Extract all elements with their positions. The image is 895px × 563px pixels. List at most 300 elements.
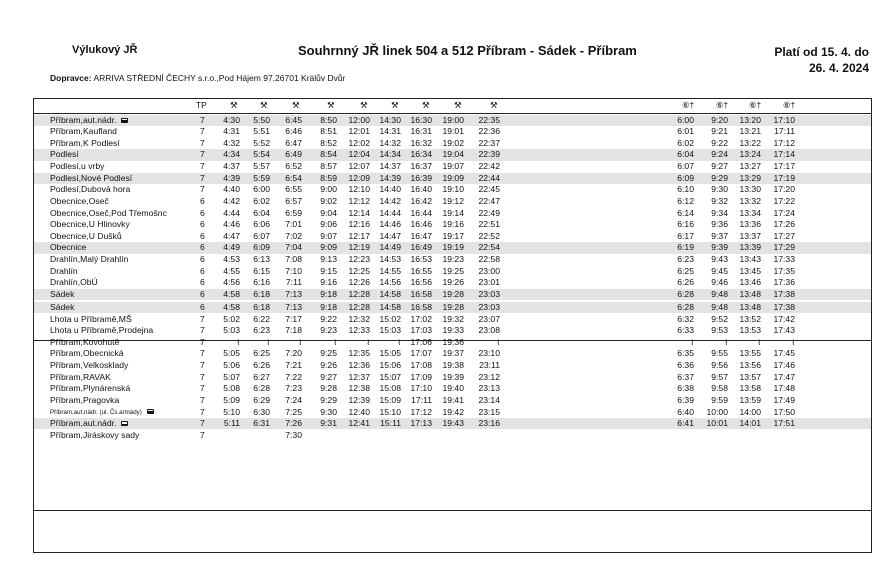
weekend-departure-time: 13:48	[739, 288, 761, 299]
stop-name-text: Drahlín,ObÚ	[50, 277, 98, 288]
departure-time: 16:53	[410, 253, 432, 264]
weekend-departure-time: 9:39	[711, 242, 728, 253]
weekend-departure-time: 13:39	[739, 242, 761, 253]
table-row	[34, 149, 871, 160]
table-row	[34, 314, 871, 325]
weekend-departure-time: ≀	[690, 336, 694, 347]
weekend-departure-time: 17:33	[773, 253, 795, 264]
weekend-departure-time: 9:36	[711, 219, 728, 230]
departure-time: ≀	[236, 336, 240, 347]
departure-time: 4:39	[223, 172, 240, 183]
stop-name-text: Obecnice,U Hlinovky	[50, 219, 130, 230]
stop-name-text: Drahlín	[50, 265, 78, 276]
table-row	[34, 289, 871, 300]
weekend-departure-time: 9:46	[711, 277, 728, 288]
tp-value: 7	[200, 161, 205, 171]
departure-time: 4:37	[223, 161, 240, 171]
table-row	[34, 254, 871, 265]
stop-name	[50, 126, 117, 137]
departure-time: 17:10	[410, 383, 432, 394]
table-row	[34, 266, 871, 277]
departure-time: 19:25	[442, 265, 464, 276]
departure-time: 7:10	[285, 265, 302, 276]
stop-name-text: Podlesí	[50, 149, 79, 160]
stop-name-text: Příbram,K Podlesí	[50, 137, 120, 148]
departure-time: 23:14	[478, 394, 500, 405]
workday-symbol-header: ⚒	[260, 100, 268, 110]
departure-time: 9:16	[320, 277, 337, 288]
stop-name-text: Příbram,Pragovka	[50, 394, 120, 405]
departure-time: 6:30	[253, 406, 270, 417]
tp-value: 7	[200, 383, 205, 394]
tp-value: 7	[200, 348, 205, 359]
departure-time: 17:13	[410, 418, 432, 429]
departure-time: 4:47	[223, 230, 240, 241]
weekend-departure-time: 13:57	[739, 371, 761, 382]
departure-time: 5:08	[223, 383, 240, 394]
weekend-departure-time: 17:19	[773, 172, 795, 183]
departure-time: 16:40	[410, 184, 432, 195]
departure-time: 17:08	[410, 360, 432, 370]
tp-value: 6	[200, 207, 205, 218]
weekend-departure-time: 17:49	[773, 394, 795, 405]
table-row	[34, 360, 871, 371]
departure-time: 6:52	[285, 161, 302, 171]
departure-time: 7:17	[285, 313, 302, 324]
departure-time: 16:56	[410, 277, 432, 288]
departure-time: 19:17	[442, 230, 464, 241]
departure-time: 7:13	[285, 301, 302, 312]
table-row	[34, 395, 871, 406]
departure-time: 19:43	[442, 418, 464, 429]
departure-time: 8:54	[320, 149, 337, 160]
weekend-departure-time: 9:37	[711, 230, 728, 241]
departure-time: 12:17	[348, 230, 370, 241]
departure-time: 8:51	[320, 126, 337, 137]
departure-time: 22:45	[478, 184, 500, 195]
tp-value: 6	[200, 195, 205, 206]
weekend-departure-time: 10:00	[706, 406, 728, 417]
tp-value: 6	[200, 301, 205, 312]
table-row	[34, 126, 871, 137]
departure-time: 6:15	[253, 265, 270, 276]
tp-value: 6	[200, 265, 205, 276]
departure-time: 9:27	[320, 371, 337, 382]
departure-time: 9:18	[320, 288, 337, 299]
weekend-departure-time: 9:58	[711, 383, 728, 394]
departure-time: 6:22	[253, 313, 270, 324]
departure-time: 16:39	[410, 172, 432, 183]
weekend-departure-time: 17:24	[773, 207, 795, 218]
workday-symbol-header: ⚒	[292, 100, 300, 110]
weekend-departure-time: 13:55	[739, 348, 761, 359]
table-row	[34, 302, 871, 313]
weekend-departure-time: 9:48	[711, 288, 728, 299]
departure-time: 6:59	[285, 207, 302, 218]
weekend-departure-time: 10:01	[706, 418, 728, 429]
departure-time: 17:07	[410, 348, 432, 359]
weekend-departure-time: 6:25	[677, 265, 694, 276]
stop-name-text: Obecnice,Oseč	[50, 195, 109, 206]
stop-name	[50, 348, 124, 359]
departure-time: 6:47	[285, 137, 302, 148]
departure-time: 6:00	[253, 184, 270, 195]
departure-time: ≀	[298, 336, 302, 347]
workday-symbol-header: ⚒	[422, 100, 430, 110]
stop-name	[50, 219, 130, 230]
tp-value: 7	[200, 371, 205, 382]
departure-time: 6:57	[285, 195, 302, 206]
departure-time: 7:01	[285, 219, 302, 230]
stop-name	[50, 138, 120, 149]
tp-value: 7	[200, 429, 205, 440]
weekend-departure-time: 13:20	[739, 114, 761, 125]
weekend-departure-time: 17:50	[773, 406, 795, 417]
departure-time: 16:49	[410, 242, 432, 253]
departure-time: 9:31	[320, 418, 337, 429]
stop-name-text: Příbram,Kovohutě	[50, 336, 120, 347]
departure-time: 5:06	[223, 360, 240, 370]
weekend-departure-time: 6:36	[677, 360, 694, 370]
weekend-departure-time: 13:29	[739, 172, 761, 183]
tp-value: 7	[200, 406, 205, 417]
table-row	[34, 325, 871, 336]
departure-time: 7:04	[285, 242, 302, 253]
departure-time: 19:09	[442, 172, 464, 183]
weekend-departure-time: 17:38	[773, 288, 795, 299]
weekend-departure-time: 13:45	[739, 265, 761, 276]
departure-time: 12:14	[348, 207, 370, 218]
departure-time: 6:49	[285, 149, 302, 160]
left-title: Výlukový JŘ	[72, 44, 138, 56]
departure-time: 7:11	[285, 277, 302, 288]
stop-name	[50, 208, 167, 219]
weekend-departure-time: 6:28	[677, 301, 694, 312]
departure-time: 19:39	[442, 371, 464, 382]
weekend-departure-time: 17:29	[773, 242, 795, 253]
departure-time: 4:44	[223, 207, 240, 218]
weekend-departure-time: 13:24	[739, 149, 761, 160]
tp-value: 7	[200, 394, 205, 405]
departure-time: 19:10	[442, 184, 464, 195]
weekend-departure-time: 9:34	[711, 207, 728, 218]
departure-time: 4:53	[223, 253, 240, 264]
stop-name	[50, 184, 130, 195]
departure-time: 17:12	[410, 406, 432, 417]
departure-time: 14:55	[379, 265, 401, 276]
weekend-departure-time: 6:16	[677, 219, 694, 230]
departure-time: 23:03	[478, 288, 500, 299]
departure-time: 17:06	[410, 336, 432, 347]
departure-time: 23:03	[478, 301, 500, 312]
weekend-departure-time: 6:04	[677, 149, 694, 160]
weekend-departure-time: 6:09	[677, 172, 694, 183]
weekend-departure-time: 9:52	[711, 313, 728, 324]
departure-time: 7:02	[285, 230, 302, 241]
weekend-departure-time: 13:46	[739, 277, 761, 288]
weekend-departure-time: 9:22	[711, 137, 728, 148]
departure-time: 14:56	[379, 277, 401, 288]
departure-time: 14:58	[379, 301, 401, 312]
departure-time: 16:44	[410, 207, 432, 218]
weekend-departure-time: 6:02	[677, 137, 694, 148]
stop-name	[50, 372, 111, 383]
departure-time: 12:32	[348, 313, 370, 324]
weekend-departure-time: 17:51	[773, 418, 795, 429]
departure-time: 14:30	[379, 114, 401, 125]
weekend-departure-time: 14:00	[739, 406, 761, 417]
weekend-departure-time: 13:58	[739, 383, 761, 394]
departure-time: 4:34	[223, 149, 240, 160]
weekend-departure-time: 13:32	[739, 195, 761, 206]
tp-value: 7	[200, 137, 205, 148]
table-row	[34, 219, 871, 230]
departure-time: 9:30	[320, 406, 337, 417]
departure-time: 6:18	[253, 301, 270, 312]
departure-time: 17:02	[410, 313, 432, 324]
carrier-value: ARRIVA STŘEDNÍ ČECHY s.r.o.,Pod Hájem 97,26701 Králův Dvůr	[93, 73, 346, 83]
departure-time: 6:25	[253, 348, 270, 359]
tp-value: 7	[200, 360, 205, 370]
weekend-departure-time: 17:14	[773, 149, 795, 160]
weekend-departure-time: 9:45	[711, 265, 728, 276]
departure-time: 16:32	[410, 137, 432, 148]
departure-time: 14:49	[379, 242, 401, 253]
stop-name-text: Příbram,aut.nádr. (ul. Čs.armády)	[50, 408, 142, 416]
table-row	[34, 407, 871, 418]
stop-name-text: Obecnice,U Dušků	[50, 230, 122, 241]
weekend-departure-time: 6:35	[677, 348, 694, 359]
validity-line-1: Platí od 15. 4. do	[774, 45, 869, 59]
weekend-departure-time: 9:56	[711, 360, 728, 370]
departure-time: 7:25	[285, 406, 302, 417]
departure-time: 15:06	[379, 360, 401, 370]
departure-time: 19:19	[442, 242, 464, 253]
table-row	[34, 208, 871, 219]
weekend-departure-time: ≀	[757, 336, 761, 347]
departure-time: 17:03	[410, 325, 432, 336]
departure-time: 19:32	[442, 313, 464, 324]
departure-time: 19:04	[442, 149, 464, 160]
tp-value: 6	[200, 219, 205, 230]
departure-time: 6:27	[253, 371, 270, 382]
table-row	[34, 196, 871, 207]
departure-time: 9:02	[320, 195, 337, 206]
departure-time: 12:23	[348, 253, 370, 264]
departure-time: 7:20	[285, 348, 302, 359]
stop-name-text: Sádek	[50, 288, 75, 299]
departure-time: 12:19	[348, 242, 370, 253]
weekend-departure-time: 13:34	[739, 207, 761, 218]
validity	[774, 44, 869, 76]
table-row	[34, 184, 871, 195]
stop-name	[50, 277, 98, 288]
departure-time: 6:45	[285, 114, 302, 125]
stop-name-text: Podlesí,Nové Podlesí	[50, 172, 133, 183]
departure-time: 6:16	[253, 277, 270, 288]
departure-time: 16:58	[410, 288, 432, 299]
weekend-symbol-header: ⑥†	[783, 100, 796, 110]
departure-time: ≀	[397, 336, 401, 347]
departure-time: 9:13	[320, 253, 337, 264]
departure-time: 8:59	[320, 172, 337, 183]
departure-time: 23:15	[478, 406, 500, 417]
weekend-departure-time: 6:39	[677, 394, 694, 405]
workday-symbol-header: ⚒	[391, 100, 399, 110]
departure-time: 14:47	[379, 230, 401, 241]
weekend-departure-time: 13:22	[739, 137, 761, 148]
departure-time: 6:23	[253, 325, 270, 336]
weekend-departure-time: 6:10	[677, 184, 694, 195]
weekend-departure-time: 9:57	[711, 371, 728, 382]
weekend-departure-time: 17:45	[773, 348, 795, 359]
bus-station-icon	[121, 118, 128, 123]
departure-time: 19:40	[442, 383, 464, 394]
weekend-departure-time: ≀	[724, 336, 728, 347]
stop-name-text: Příbram,Kaufland	[50, 126, 117, 137]
departure-time: 5:03	[223, 325, 240, 336]
departure-time: 7:18	[285, 325, 302, 336]
departure-time: ≀	[333, 336, 337, 347]
weekend-departure-time: 6:40	[677, 406, 694, 417]
departure-time: 15:09	[379, 394, 401, 405]
departure-time: 23:10	[478, 348, 500, 359]
departure-time: 12:07	[348, 161, 370, 171]
departure-time: 6:55	[285, 184, 302, 195]
stop-name-text: Drahlín,Malý Drahlín	[50, 253, 129, 264]
departure-time: 19:42	[442, 406, 464, 417]
departure-time: 19:41	[442, 394, 464, 405]
departure-time: 23:13	[478, 383, 500, 394]
stop-name	[50, 383, 130, 394]
departure-time: 12:01	[348, 126, 370, 137]
validity-line-2: 26. 4. 2024	[808, 61, 869, 75]
weekend-departure-time: 14:01	[739, 418, 761, 429]
weekend-departure-time: 9:59	[711, 394, 728, 405]
departure-time: 8:52	[320, 137, 337, 148]
weekend-departure-time: 6:12	[677, 195, 694, 206]
table-row	[34, 383, 871, 394]
weekend-departure-time: 6:33	[677, 325, 694, 336]
departure-time: 4:56	[223, 277, 240, 288]
departure-time: 19:28	[442, 288, 464, 299]
weekend-departure-time: 17:36	[773, 277, 795, 288]
departure-time: 5:52	[253, 137, 270, 148]
weekend-departure-time: ≀	[791, 336, 795, 347]
weekend-departure-time: 13:37	[739, 230, 761, 241]
departure-time: 12:12	[348, 195, 370, 206]
departure-time: 6:28	[253, 383, 270, 394]
workday-symbol-header: ⚒	[230, 100, 238, 110]
weekend-departure-time: 17:46	[773, 360, 795, 370]
weekend-departure-time: 9:24	[711, 149, 728, 160]
departure-time: 7:24	[285, 394, 302, 405]
departure-time: 15:02	[379, 313, 401, 324]
table-row	[34, 161, 871, 172]
weekend-departure-time: 9:29	[711, 172, 728, 183]
table-row	[34, 138, 871, 149]
departure-time: 9:06	[320, 219, 337, 230]
stop-name-text: Lhota u Příbramě,MŠ	[50, 313, 132, 324]
departure-time: 16:46	[410, 219, 432, 230]
departure-time: 16:55	[410, 265, 432, 276]
table-row	[34, 115, 871, 126]
departure-time: 9:29	[320, 394, 337, 405]
departure-time: 14:53	[379, 253, 401, 264]
departure-time: 5:59	[253, 172, 270, 183]
departure-time: 14:58	[379, 288, 401, 299]
weekend-departure-time: 17:22	[773, 195, 795, 206]
table-row	[34, 231, 871, 242]
weekend-departure-time: 6:23	[677, 253, 694, 264]
departure-time: 14:34	[379, 149, 401, 160]
departure-time: 19:01	[442, 126, 464, 137]
weekend-departure-time: 13:59	[739, 394, 761, 405]
departure-time: 12:38	[348, 383, 370, 394]
departure-time: 12:26	[348, 277, 370, 288]
stop-name	[50, 430, 139, 441]
departure-time: 14:31	[379, 126, 401, 137]
tp-value: 7	[200, 172, 205, 183]
departure-time: 7:21	[285, 360, 302, 370]
weekend-departure-time: 6:26	[677, 277, 694, 288]
departure-time: 7:26	[285, 418, 302, 429]
departure-time: 14:44	[379, 207, 401, 218]
bus-station-icon	[121, 421, 128, 426]
table-bottom-divider	[33, 510, 872, 511]
departure-time: 6:54	[285, 172, 302, 183]
carrier-label: Dopravce:	[50, 73, 92, 83]
departure-time: 5:50	[253, 114, 270, 125]
departure-time: 5:07	[223, 371, 240, 382]
tp-value: 7	[200, 336, 205, 347]
departure-time: 14:37	[379, 161, 401, 171]
departure-time: 12:16	[348, 219, 370, 230]
weekend-departure-time: 6:19	[677, 242, 694, 253]
departure-time: 5:57	[253, 161, 270, 171]
stop-name	[50, 254, 128, 265]
weekend-departure-time: 17:12	[773, 137, 795, 148]
weekend-departure-time: 6:32	[677, 313, 694, 324]
stop-name	[50, 149, 79, 160]
weekend-departure-time: 9:32	[711, 195, 728, 206]
weekend-departure-time: 17:17	[773, 161, 795, 171]
weekend-departure-time: 9:27	[711, 161, 728, 171]
departure-time: 6:18	[253, 288, 270, 299]
departure-time: 8:50	[320, 114, 337, 125]
stop-name	[50, 161, 104, 172]
weekend-departure-time: 13:36	[739, 219, 761, 230]
departure-time: 17:09	[410, 371, 432, 382]
departure-time: 19:16	[442, 219, 464, 230]
departure-time: 6:31	[253, 418, 270, 429]
departure-time: 5:02	[223, 313, 240, 324]
weekend-departure-time: 6:28	[677, 288, 694, 299]
weekend-departure-time: 17:11	[774, 126, 795, 137]
departure-time: ≀	[366, 336, 370, 347]
stop-name-text: Obecnice	[50, 242, 87, 253]
departure-time: 4:31	[223, 126, 240, 137]
departure-time: 12:37	[348, 371, 370, 382]
stop-name	[50, 196, 109, 207]
departure-time: 9:09	[320, 242, 337, 253]
departure-time: 5:05	[223, 348, 240, 359]
departure-time: 16:37	[410, 161, 432, 171]
weekend-symbol-header: ⑥†	[682, 100, 695, 110]
weekend-departure-time: 17:42	[773, 313, 795, 324]
tp-value: 7	[200, 184, 205, 195]
departure-time: 22:42	[478, 161, 500, 171]
